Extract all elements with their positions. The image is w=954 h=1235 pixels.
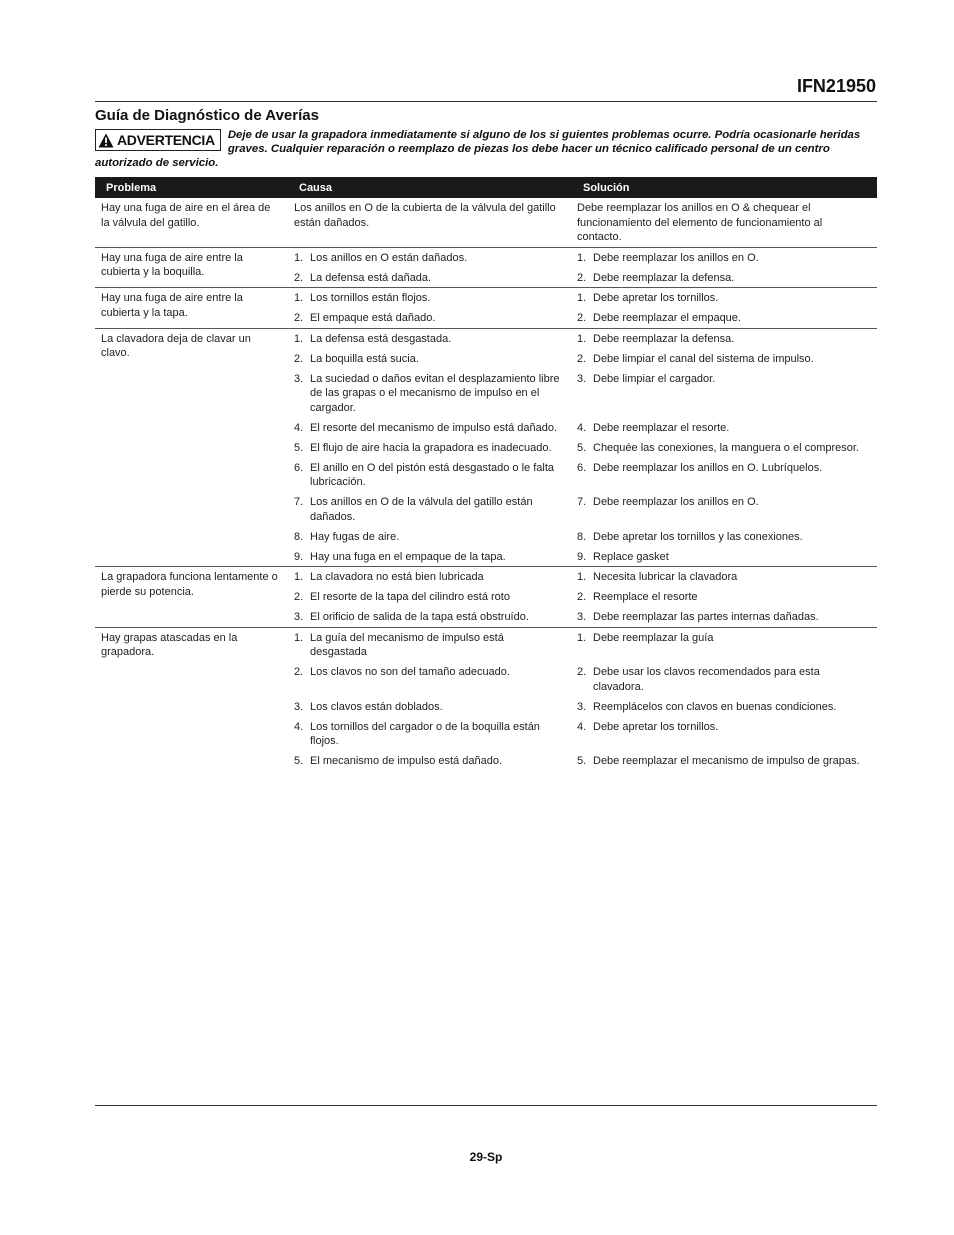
cause-solution-pair xyxy=(292,352,877,367)
cause-solution-group xyxy=(292,332,877,565)
cause-number: 3. xyxy=(294,372,304,385)
solution-number: 5. xyxy=(577,755,587,767)
table-header xyxy=(95,177,877,198)
cause-text: El resorte del mecanismo de impulso está dañado. xyxy=(310,421,558,434)
cause-number: 8. xyxy=(294,530,304,543)
cause-text: La guía del mecanismo de impulso está desgastada xyxy=(310,631,504,658)
cause-cell xyxy=(292,720,575,749)
cause-solution-pair xyxy=(292,754,877,769)
warning-triangle-icon xyxy=(98,133,114,148)
cause-number: 1. xyxy=(294,332,304,345)
solution-text: Debe apretar los tornillos. xyxy=(593,720,719,733)
table-body xyxy=(95,198,877,771)
solution-cell xyxy=(575,311,877,326)
solution-number: 7. xyxy=(577,496,587,508)
problem-cell: Hay una fuga de aire en el área de la válvula del gatillo. xyxy=(101,202,271,229)
cause-number: 1. xyxy=(294,251,304,264)
solution-cell xyxy=(575,372,877,416)
cause-text: La suciedad o daños evitan el desplazamiento libre de las grapas o el mecanismo de impulso en el cargador. xyxy=(310,372,560,414)
solution-number: 1. xyxy=(577,631,587,644)
solution-number: 2. xyxy=(577,591,587,603)
solution-text: Debe reemplazar los anillos en O. xyxy=(593,251,759,264)
solution-number: 1. xyxy=(577,332,587,345)
cause-cell xyxy=(292,530,575,545)
solution-text: Reemplácelos con clavos en buenas condiciones. xyxy=(593,700,837,713)
cause-number: 5. xyxy=(294,755,304,767)
cause-solution-group xyxy=(292,291,877,326)
cause-number: 1. xyxy=(294,571,304,583)
solution-cell xyxy=(575,201,877,245)
solution-cell xyxy=(575,352,877,367)
cause-cell xyxy=(292,461,575,490)
cause-solution-pair xyxy=(292,720,877,749)
cause-cell xyxy=(292,590,575,605)
cause-number: 2. xyxy=(294,271,304,284)
cause-number: 9. xyxy=(294,550,304,563)
cause-text: El anillo en O del pistón está desgastado o le falta lubricación. xyxy=(310,461,554,488)
cause-cell xyxy=(292,291,575,306)
solution-text: Debe reemplazar la defensa. xyxy=(593,271,735,284)
solution-text: Debe reemplazar la guía xyxy=(593,631,714,644)
cause-number: 5. xyxy=(294,441,304,454)
cause-text: Los tornillos están flojos. xyxy=(310,292,431,304)
solution-cell xyxy=(575,495,877,524)
table-row xyxy=(95,628,877,771)
solution-text: Debe usar los clavos recomendados para esta clavadora. xyxy=(593,666,820,693)
cause-number: 1. xyxy=(294,292,304,304)
cause-solution-pair xyxy=(292,570,877,585)
solution-number: 1. xyxy=(577,251,587,264)
solution-number: 2. xyxy=(577,352,587,365)
cause-solution-group xyxy=(292,570,877,625)
solution-cell xyxy=(575,570,877,585)
solution-text: Debe reemplazar los anillos en O. Lubríquelos. xyxy=(593,461,823,474)
cause-number: 6. xyxy=(294,461,304,474)
solution-number: 2. xyxy=(577,666,587,678)
cause-solution-pair xyxy=(292,461,877,490)
problem-cell: La grapadora funciona lentamente o pierde su potencia. xyxy=(101,571,278,598)
solution-cell xyxy=(575,665,877,694)
solution-number: 3. xyxy=(577,700,587,713)
cause-text: Los anillos en O de la cubierta de la válvula del gatillo están dañados. xyxy=(294,202,556,229)
solution-text: Debe reemplazar los anillos en O. xyxy=(593,496,759,508)
solution-number: 2. xyxy=(577,312,587,324)
cause-cell xyxy=(292,610,575,625)
cause-number: 2. xyxy=(294,352,304,365)
section-title: Guía de Diagnóstico de Averías xyxy=(95,107,319,124)
cause-cell xyxy=(292,631,575,660)
cause-number: 2. xyxy=(294,666,304,678)
warning-text: Deje de usar la grapadora inmediatamente si alguno de los si guientes problemas ocurre. Podría ocasionarle heridas graves. Cualquier reparación o reemplazo de piezas los debe hacer un técnico calificado personal de un centro autorizado de servicio. xyxy=(95,129,861,169)
solution-cell xyxy=(575,332,877,347)
solution-cell xyxy=(575,700,877,715)
cause-text: La clavadora no está bien lubricada xyxy=(310,571,484,583)
footer-divider xyxy=(95,1105,877,1106)
problem-cell: Hay grapas atascadas en la grapadora. xyxy=(101,631,238,658)
table-row xyxy=(95,329,877,568)
cause-number: 7. xyxy=(294,496,304,508)
cause-solution-pair xyxy=(292,441,877,456)
table-row xyxy=(95,248,877,289)
solution-cell xyxy=(575,754,877,769)
solution-cell xyxy=(575,720,877,749)
cause-cell xyxy=(292,754,575,769)
cause-cell xyxy=(292,311,575,326)
cause-solution-pair xyxy=(292,271,877,286)
solution-text: Debe limpiar el canal del sistema de impulso. xyxy=(593,352,814,365)
cause-solution-group xyxy=(292,631,877,769)
cause-solution-pair xyxy=(292,700,877,715)
solution-text: Debe limpiar el cargador. xyxy=(593,372,716,385)
cause-solution-pair xyxy=(292,291,877,306)
cause-number: 1. xyxy=(294,631,304,644)
cause-text: Hay fugas de aire. xyxy=(310,530,400,543)
cause-text: El mecanismo de impulso está dañado. xyxy=(310,755,502,767)
troubleshooting-table xyxy=(95,177,877,771)
cause-text: Hay una fuga en el empaque de la tapa. xyxy=(310,550,506,563)
problem-cell: La clavadora deja de clavar un clavo. xyxy=(101,332,251,359)
cause-cell xyxy=(292,271,575,286)
solution-number: 3. xyxy=(577,611,587,623)
cause-text: Los anillos en O están dañados. xyxy=(310,251,468,264)
model-number: IFN21950 xyxy=(796,76,876,96)
table-row xyxy=(95,567,877,628)
solution-cell xyxy=(575,530,877,545)
header-problem: Problema xyxy=(106,181,157,194)
cause-cell xyxy=(292,251,575,266)
cause-number: 3. xyxy=(294,700,304,713)
cause-text: El flujo de aire hacia la grapadora es inadecuado. xyxy=(310,441,552,454)
cause-cell xyxy=(292,665,575,694)
solution-text: Debe apretar los tornillos y las conexiones. xyxy=(593,530,803,543)
cause-text: El orificio de salida de la tapa está obstruído. xyxy=(310,611,529,623)
solution-cell xyxy=(575,291,877,306)
solution-text: Necesita lubricar la clavadora xyxy=(593,571,738,583)
solution-number: 4. xyxy=(577,421,587,434)
solution-cell xyxy=(575,550,877,565)
solution-cell xyxy=(575,631,877,660)
header-cause: Causa xyxy=(299,181,333,194)
cause-solution-pair xyxy=(292,332,877,347)
solution-number: 1. xyxy=(577,571,587,583)
cause-text: Los clavos están doblados. xyxy=(310,700,443,713)
solution-text: Replace gasket xyxy=(593,550,669,563)
cause-solution-group xyxy=(292,251,877,286)
solution-number: 1. xyxy=(577,292,587,304)
solution-text: Debe reemplazar el empaque. xyxy=(593,312,741,324)
cause-cell xyxy=(292,372,575,416)
solution-text: Debe reemplazar las partes internas dañadas. xyxy=(593,611,819,623)
problem-cell: Hay una fuga de aire entre la cubierta y la boquilla. xyxy=(101,251,243,278)
cause-number: 2. xyxy=(294,312,304,324)
solution-cell xyxy=(575,441,877,456)
cause-text: La defensa está desgastada. xyxy=(310,332,452,345)
cause-solution-pair xyxy=(292,201,877,245)
cause-number: 4. xyxy=(294,421,304,434)
cause-text: Los clavos no son del tamaño adecuado. xyxy=(310,666,510,678)
cause-text: Los tornillos del cargador o de la boquilla están flojos. xyxy=(310,720,540,747)
cause-cell xyxy=(292,700,575,715)
header-divider xyxy=(95,101,877,102)
cause-cell xyxy=(292,495,575,524)
cause-solution-pair xyxy=(292,610,877,625)
solution-cell xyxy=(575,610,877,625)
solution-text: Reemplace el resorte xyxy=(593,591,698,603)
cause-solution-group xyxy=(292,201,877,245)
solution-number: 5. xyxy=(577,441,587,454)
solution-text: Debe reemplazar el resorte. xyxy=(593,421,730,434)
cause-number: 2. xyxy=(294,591,304,603)
solution-number: 4. xyxy=(577,720,587,733)
cause-number: 4. xyxy=(294,720,304,733)
cause-cell xyxy=(292,421,575,436)
cause-solution-pair xyxy=(292,550,877,565)
cause-solution-pair xyxy=(292,421,877,436)
cause-solution-pair xyxy=(292,495,877,524)
solution-cell xyxy=(575,421,877,436)
warning-block xyxy=(95,128,875,170)
solution-cell xyxy=(575,461,877,490)
cause-solution-pair xyxy=(292,311,877,326)
table-row xyxy=(95,198,877,248)
cause-text: La boquilla está sucia. xyxy=(310,352,419,365)
header-solution: Solución xyxy=(583,181,630,194)
problem-cell: Hay una fuga de aire entre la cubierta y la tapa. xyxy=(101,292,243,319)
warning-label: ADVERTENCIA xyxy=(117,132,215,148)
cause-cell xyxy=(292,441,575,456)
cause-solution-pair xyxy=(292,251,877,266)
cause-cell xyxy=(292,332,575,347)
solution-number: 8. xyxy=(577,530,587,543)
page-number: 29-Sp xyxy=(469,1150,503,1164)
cause-number: 3. xyxy=(294,611,304,623)
table-row xyxy=(95,288,877,329)
cause-text: La defensa está dañada. xyxy=(310,271,432,284)
solution-text: Debe reemplazar los anillos en O & chequear el funcionamiento del elemento de funcionamiento al contacto. xyxy=(577,202,823,243)
cause-text: Los anillos en O de la válvula del gatillo están dañados. xyxy=(310,496,533,523)
warning-badge xyxy=(95,129,221,151)
cause-cell xyxy=(292,201,575,245)
solution-cell xyxy=(575,271,877,286)
solution-cell xyxy=(575,251,877,266)
cause-cell xyxy=(292,352,575,367)
cause-cell xyxy=(292,550,575,565)
solution-text: Debe reemplazar la defensa. xyxy=(593,332,735,345)
cause-solution-pair xyxy=(292,631,877,660)
cause-cell xyxy=(292,570,575,585)
solution-text: Chequée las conexiones, la manguera o el compresor. xyxy=(593,441,859,454)
solution-text: Debe apretar los tornillos. xyxy=(593,292,719,304)
solution-number: 9. xyxy=(577,550,587,563)
cause-solution-pair xyxy=(292,530,877,545)
cause-solution-pair xyxy=(292,590,877,605)
cause-text: El resorte de la tapa del cilindro está roto xyxy=(310,591,510,603)
solution-number: 2. xyxy=(577,271,587,284)
solution-text: Debe reemplazar el mecanismo de impulso de grapas. xyxy=(593,755,860,767)
solution-number: 6. xyxy=(577,461,587,474)
cause-solution-pair xyxy=(292,665,877,694)
cause-text: El empaque está dañado. xyxy=(310,312,436,324)
cause-solution-pair xyxy=(292,372,877,416)
solution-cell xyxy=(575,590,877,605)
solution-number: 3. xyxy=(577,372,587,385)
